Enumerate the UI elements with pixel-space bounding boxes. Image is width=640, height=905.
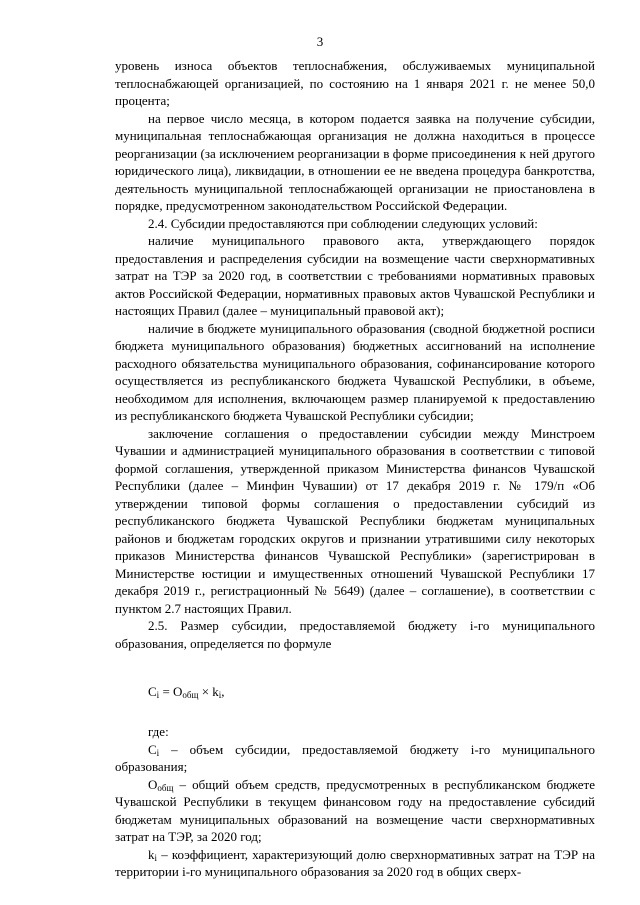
subsidy-formula xyxy=(148,683,595,701)
definition-ci: $C_i$ – объем субсидии, предоставляемой бюджету i-го муниципального образования; xyxy=(115,741,595,774)
definition-oobsh: $O_{общ}$ – общий объем средств, предусмотренных в республиканском бюджете Чувашской Республики в текущем финансовом году на предоставление субсидий бюджетам муниципальных образований на возмещение части сверхнормативных затрат на ТЭР, за 2020 год; xyxy=(115,776,595,844)
formula-c: C xyxy=(148,684,157,699)
paragraph-wear-level: уровень износа объектов теплоснабжения, обслуживаемых муниципальной теплоснабжающей организацией, по состоянию на 1 января 2021 г. не менее 50,0 процента; xyxy=(115,58,595,108)
formula-k-sub: i xyxy=(218,690,222,700)
document-body xyxy=(115,57,595,881)
definition-ki: $k_i$ – коэффициент, характеризующий долю сверхнормативных затрат на ТЭР на территории i-го муниципального образования за 2020 год в общих сверх- xyxy=(115,846,595,879)
paragraph-budget: наличие в бюджете муниципального образования (сводной бюджетной росписи бюджета муниципального образования) бюджетных ассигнований на исполнение расходного обязательства муниципального образования, софинансирование которого осуществляется из республиканского бюджета Чувашской Республики, в объеме, необходимом для исполнения, включающем размер планируемой к предоставлению из республиканского бюджета Чувашской Республики субсидии; xyxy=(115,320,595,423)
formula-o-sub: общ xyxy=(182,690,199,700)
page-number: 3 xyxy=(316,34,324,49)
paragraph-2-5: 2.5. Размер субсидии, предоставляемой бюджету i-го муниципального образования, определяется по формуле xyxy=(115,618,595,651)
formula-times: × k xyxy=(198,684,219,699)
formula-c-sub: i xyxy=(156,690,160,700)
paragraph-2-4: 2.4. Субсидии предоставляются при соблюдении следующих условий: xyxy=(148,215,538,231)
paragraph-reorganization: на первое число месяца, в котором подается заявка на получение субсидии, муниципальная теплоснабжающая организация не должна находиться в процессе реорганизации (за исключением реорганизации в форме присоединения к ней другого юридического лица), ликвидации, в отношении ее не введена процедура банкротства, деятельность муниципальной теплоснабжающей организации не приостановлена в порядке, предусмотренном законодательством Российской Федерации. xyxy=(115,110,595,213)
paragraph-legal-act: наличие муниципального правового акта, утверждающего порядок предоставления и распределения субсидии на возмещение части сверхнормативных затрат на ТЭР за 2020 год, в соответствии с требованиями нормативных правовых актов Российской Федерации, нормативных правовых актов Чувашской Республики и настоящих Правил (далее – муниципальный правовой акт); xyxy=(115,233,595,318)
formula-tail: , xyxy=(221,684,225,699)
formula-eq: = O xyxy=(159,684,183,699)
where-label: где: xyxy=(148,724,169,739)
paragraph-agreement: заключение соглашения о предоставлении субсидии между Минстроем Чувашии и администрацией муниципального образования в соответствии с типовой формой соглашения, утвержденной приказом Министерства финансов Чувашской Республики (далее – Минфин Чувашии) от 17 декабря 2019 г. № 179/п «Об утверждении типовой формы соглашения о предоставлении субсидий из республиканского бюджета Чувашской Республики бюджетам муниципальных районов и бюджетам городских округов и признании утратившими силу некоторых приказов Министерства финансов Чувашской Республики» (зарегистрирован в Министерстве юстиции и имущественных отношений Чувашской Республики 17 декабря 2019 г., регистрационный № 5649) (далее – соглашение), в соответствии с пунктом 2.7 настоящих Правил. xyxy=(115,425,595,616)
